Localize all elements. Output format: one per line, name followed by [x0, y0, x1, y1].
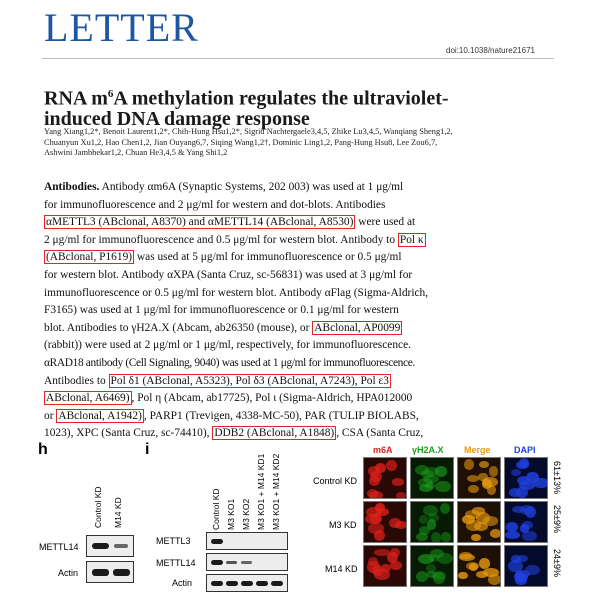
title-superscript: 6 [107, 88, 114, 100]
nucleus-spot [459, 554, 475, 561]
methods-line: blot. Antibodies to γH2A.X (Abcam, ab26350 (mouse), or [44, 321, 313, 334]
nucleus-spot [441, 532, 452, 542]
micrograph-tile [457, 501, 501, 543]
methods-line: 1023), XPC (Santa Cruz, sc-74410), [44, 427, 213, 440]
row-label: Actin [172, 578, 193, 588]
blot-band [114, 544, 128, 548]
highlight-box: ABclonal, A1942) [58, 409, 142, 422]
western-blot-mettl3 [206, 532, 288, 550]
methods-line: , CSA (Santa Cruz, [336, 427, 424, 440]
methods-line: , PARP1 (Trevigen, 4338-MC-50), PAR (TULIP BIOLABS, [143, 409, 419, 422]
methods-line: for immunofluorescence and 2 μg/ml for western and dot-blots. Antibodies [44, 198, 386, 211]
nucleus-spot [431, 532, 441, 543]
blot-band [226, 581, 238, 586]
methods-line: immunofluorescence or 0.5 μg/ml for western blot. Antibody αFlag (Sigma-Aldrich, [44, 286, 429, 299]
nucleus-spot [423, 505, 439, 516]
nucleus-spot [487, 485, 496, 495]
nucleus-spot [516, 461, 529, 469]
micrograph-grid [363, 457, 549, 591]
percentage-label: 61±13% [552, 461, 562, 494]
lane-label: M3 KO1 [226, 498, 236, 530]
nucleus-spot [435, 466, 447, 476]
western-blot-actin [86, 561, 134, 583]
nucleus-spot [390, 548, 400, 557]
nucleus-spot [421, 470, 434, 477]
row-label: M14 KD [325, 564, 358, 574]
nucleus-spot [396, 492, 406, 499]
methods-line: Antibody αm6A (Synaptic Systems, 202 003) was used at 1 μg/ml [99, 181, 404, 193]
nucleus-spot [533, 478, 548, 488]
micrograph-tile [457, 457, 501, 499]
blot-band [241, 581, 253, 586]
nucleus-spot [440, 503, 450, 514]
highlight-box: Pol δ1 (ABclonal, A5323), Pol δ3 (ABclonal, A7243), Pol ε3 [110, 374, 389, 387]
row-label: M3 KD [329, 520, 357, 530]
methods-line: or [44, 409, 57, 422]
nucleus-spot [483, 516, 498, 525]
journal-section-title: LETTER [44, 5, 199, 50]
blot-band [211, 581, 223, 586]
highlight-box: DDB2 (ABclonal, A1848) [214, 427, 335, 440]
author-line: Chuanyun Xu1,2, Hao Chen1,2, Jian Ouyang6,7, Siqing Wang1,2†, Dominic Ling1,2, Pang-Hung Hsu8, Lee Zou6,7, [44, 137, 438, 147]
column-header: Merge [464, 445, 491, 455]
blot-band [271, 581, 283, 586]
row-label: METTL14 [39, 542, 79, 552]
nucleus-spot [519, 481, 534, 490]
methods-line: F3165) was used at 1 μg/ml for immunofluorescence or 0.1 μg/ml for western [44, 304, 399, 317]
nucleus-spot [490, 529, 501, 538]
nucleus-spot [511, 469, 521, 476]
nucleus-spot [435, 481, 451, 493]
highlight-box: ABclonal, A6469) [46, 392, 130, 405]
blot-band [92, 543, 109, 549]
nucleus-spot [468, 485, 479, 493]
nucleus-spot [458, 572, 468, 580]
percentage-label: 24±9% [552, 549, 562, 577]
nucleus-spot [366, 507, 381, 517]
methods-line: for western blot. Antibody αXPA (Santa Cruz, sc-56831) was used at 3 μg/ml for [44, 268, 413, 281]
micrograph-tile [410, 501, 454, 543]
highlight-box: αMETTL3 (ABclonal, A8370) and αMETTL14 (ABclonal, A8530) [46, 216, 354, 229]
nucleus-spot [525, 506, 536, 518]
row-label: METTL3 [156, 536, 191, 546]
nucleus-spot [489, 466, 499, 477]
lane-label: M3 KO2 [241, 498, 251, 530]
row-label: METTL14 [156, 558, 196, 568]
methods-line: 2 μg/ml for immunofluorescence and 0.5 μg/ml for western blot. Antibody to [44, 233, 398, 246]
nucleus-spot [433, 572, 445, 584]
nucleus-spot [472, 507, 485, 514]
nucleus-spot [386, 460, 397, 471]
nucleus-spot [509, 488, 522, 497]
nucleus-spot [416, 571, 428, 582]
micrograph-tile [457, 545, 501, 587]
lane-label: M3 KO1 + M14 KD2 [271, 453, 281, 530]
blot-band [211, 560, 223, 565]
nucleus-spot [416, 533, 427, 542]
blot-band [226, 561, 237, 564]
author-line: Yang Xiang1,2*, Benoit Laurent1,2*, Chih-Hung Hsu1,2*, Sigrid Nachtergaele3,4,5, Zhike Lu3,4,5, Wanqiang Sheng1,2, [44, 127, 453, 136]
nucleus-spot [488, 574, 501, 585]
methods-paragraph [44, 179, 558, 443]
column-header: DAPI [514, 445, 536, 455]
micrograph-tile [363, 545, 407, 587]
nucleus-spot [418, 554, 434, 564]
methods-line: Antibodies to [44, 374, 109, 387]
western-blot-mettl14 [86, 535, 134, 557]
micrograph-tile [504, 501, 548, 543]
blot-band [241, 561, 252, 564]
column-header: m6A [373, 445, 393, 455]
lane-label: M3 KO1 + M14 KD1 [256, 453, 266, 530]
doi[interactable]: doi:10.1038/nature21671 [446, 46, 535, 55]
methods-line: , Pol η (Abcam, ab17725), Pol ι (Sigma-Aldrich, HPA012000 [131, 392, 413, 405]
blot-band [113, 569, 130, 576]
methods-heading: Antibodies. [44, 181, 100, 193]
micrograph-tile [504, 545, 548, 587]
nucleus-spot [467, 475, 479, 482]
methods-line: αRAD18 antibody (Cell Signaling, 9040) was used at 1 μg/ml for immunofluorescence. [44, 356, 415, 369]
micrograph-tile [410, 457, 454, 499]
blot-band [92, 569, 109, 576]
article-title [44, 84, 564, 129]
author-list [44, 127, 556, 159]
lane-label: Control KD [211, 488, 221, 530]
row-label: Actin [58, 568, 79, 578]
nucleus-spot [367, 561, 379, 572]
blot-band [211, 539, 223, 544]
methods-line: were used at [355, 216, 416, 229]
nucleus-spot [419, 515, 429, 524]
micrograph-tile [363, 457, 407, 499]
blot-band [256, 581, 268, 586]
nucleus-spot [419, 484, 433, 492]
highlight-box: Pol κ [399, 233, 424, 246]
lane-label: M14 KD [113, 497, 123, 528]
nucleus-spot [375, 463, 386, 473]
percentage-label: 25±9% [552, 505, 562, 533]
nucleus-spot [464, 459, 475, 470]
micrograph-tile [504, 457, 548, 499]
western-blot-mettl14 [206, 553, 288, 571]
micrograph-tile [363, 501, 407, 543]
panel-letter-i: i [145, 441, 150, 458]
title-part: A methylation regulates the ultraviolet- [113, 87, 449, 110]
nucleus-spot [471, 534, 481, 542]
western-blot-actin [206, 574, 288, 592]
nucleus-spot [522, 531, 537, 542]
row-label: Control KD [313, 476, 358, 486]
nucleus-spot [469, 563, 478, 571]
panel-letter-h: h [38, 441, 48, 458]
highlight-box: (ABclonal, P1619) [46, 251, 133, 264]
methods-line: (rabbit)) were used at 2 μg/ml or 1 μg/ml, respectively, for immunofluorescence. [44, 339, 411, 352]
nucleus-spot [511, 555, 521, 563]
title-line-2: induced DNA damage response [44, 107, 310, 130]
methods-line: was used at 5 μg/ml for immunofluorescence or 0.5 μg/ml [134, 251, 402, 264]
lane-label: Control KD [93, 486, 103, 528]
column-header: γH2A.X [412, 445, 444, 455]
title-part: RNA m [44, 87, 108, 110]
nucleus-spot [479, 461, 489, 468]
nucleus-spot [392, 478, 405, 485]
author-line: Ashwini Jambhekar1,2, Chuan He3,4,5 & Yang Shi1,2 [44, 148, 228, 157]
nucleus-spot [525, 565, 540, 576]
nucleus-spot [367, 489, 378, 498]
header-rule [42, 58, 554, 59]
highlight-box: ABclonal, AP0099 [314, 321, 401, 334]
micrograph-tile [410, 545, 454, 587]
nucleus-spot [374, 530, 385, 541]
